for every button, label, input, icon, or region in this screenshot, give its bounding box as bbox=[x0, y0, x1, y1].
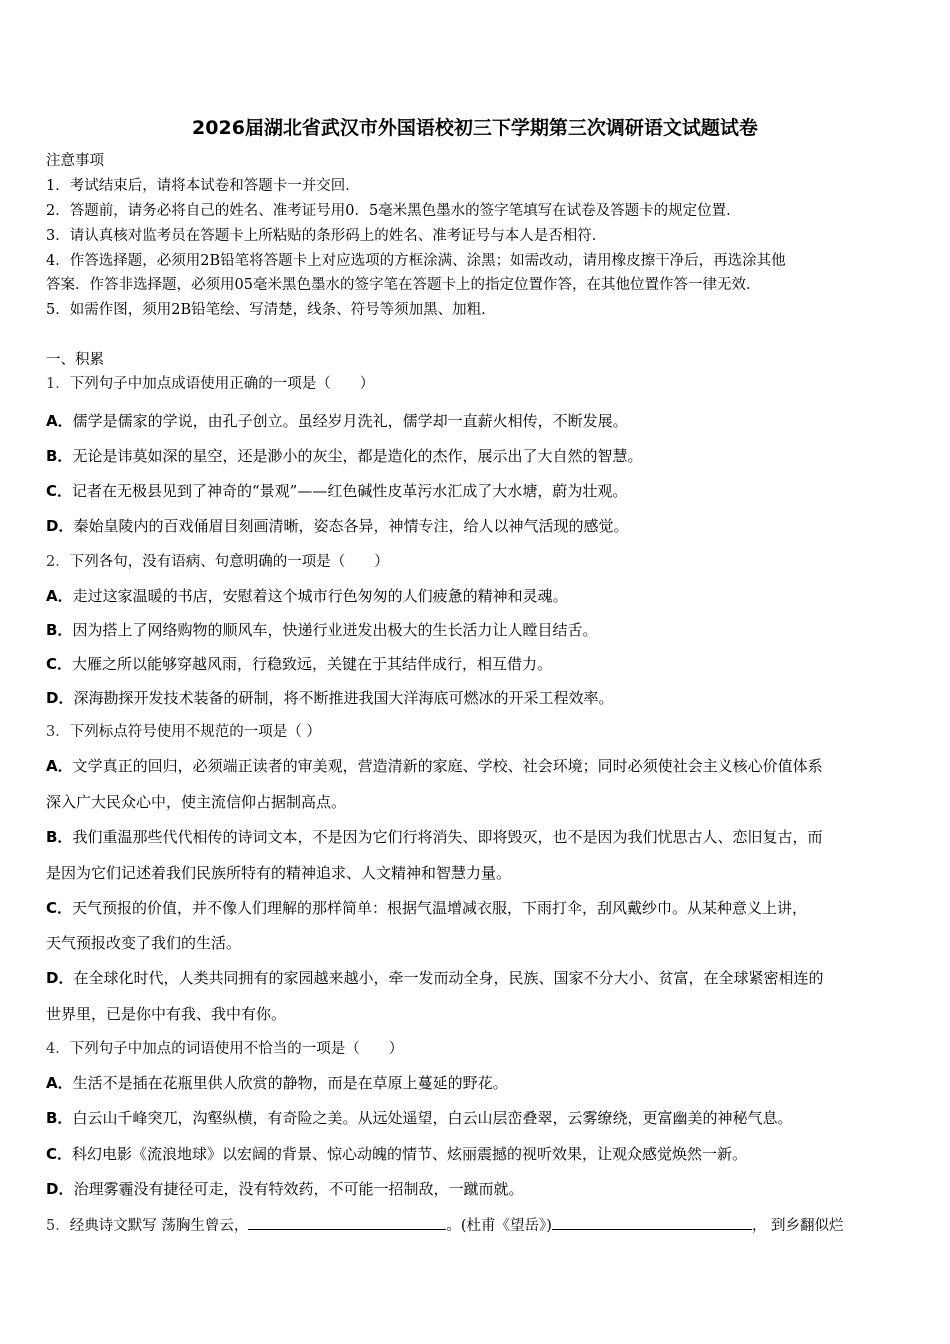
question-number: 2． bbox=[46, 554, 70, 570]
question-stem bbox=[46, 552, 389, 572]
option-row bbox=[46, 1144, 747, 1164]
answer-blank[interactable] bbox=[248, 1215, 446, 1230]
option-label: D． bbox=[46, 969, 74, 987]
option-text: 记者在无极县见到了神奇的“景观”——红色碱性皮革污水汇成了大水塘，蔚为壮观。 bbox=[72, 482, 628, 500]
option-row bbox=[46, 481, 627, 501]
option-row bbox=[46, 898, 807, 918]
question-text: 经典诗文默写 荡胸生曾云， bbox=[69, 1218, 249, 1234]
option-row bbox=[46, 1179, 523, 1199]
question-stem bbox=[46, 1039, 403, 1059]
option-text: 文学真正的回归，必须端正读者的审美观，营造清新的家庭、学校、社会环境；同时必须使社会主义核心价值体系 bbox=[72, 757, 823, 775]
option-text: 因为搭上了网络购物的顺风车，快递行业迸发出极大的生长活力让人瞠目结舌。 bbox=[72, 621, 598, 639]
option-continuation: 深入广大民众心中，使主流信仰占据制高点。 bbox=[46, 793, 347, 811]
option-label: C． bbox=[46, 899, 73, 917]
option-label: D． bbox=[46, 517, 74, 535]
option-text: 治理雾霾没有捷径可走，没有特效药，不可能一招制敌，一蹴而就。 bbox=[73, 1180, 524, 1198]
option-row bbox=[46, 827, 822, 847]
question-stem bbox=[46, 1215, 844, 1236]
notice-item: 5．如需作图，须用2B铅笔绘、写清楚，线条、符号等须加黑、加粗． bbox=[46, 302, 496, 318]
question-number: 3． bbox=[46, 724, 70, 740]
option-text: 儒学是儒家的学说，由孔子创立。虽经岁月洗礼，儒学却一直薪火相传，不断发展。 bbox=[72, 412, 628, 430]
question-text: 下列标点符号使用不规范的一项是（ ） bbox=[69, 724, 321, 740]
option-continuation: 天气预报改变了我们的生活。 bbox=[46, 934, 242, 952]
question-stem bbox=[46, 374, 374, 394]
option-label: B． bbox=[46, 828, 73, 846]
option-row bbox=[46, 1073, 508, 1093]
option-row bbox=[46, 411, 628, 431]
option-row bbox=[46, 1108, 792, 1128]
option-label: A． bbox=[46, 757, 73, 775]
notice-item: 2．答题前，请务必将自己的姓名、准考证号用0．5毫米黑色墨水的签字笔填写在试卷及答题卡的规定位置． bbox=[46, 203, 741, 219]
question-text: 。(杜甫《望岳》) bbox=[446, 1218, 552, 1234]
question-text: 下列句子中加点的词语使用不恰当的一项是（ ） bbox=[69, 1041, 404, 1057]
option-row bbox=[46, 516, 628, 536]
question-text: ， 到乡翻似烂 bbox=[751, 1218, 844, 1234]
option-text: 我们重温那些代代相传的诗词文本，不是因为它们行将消失、即将毁灭，也不是因为我们忧思古人、恋旧复古，而 bbox=[72, 828, 823, 846]
option-row bbox=[46, 620, 597, 640]
option-text: 深海勘探开发技术装备的研制，将不断推进我国大洋海底可燃冰的开采工程效率。 bbox=[73, 689, 614, 707]
option-text: 在全球化时代，人类共同拥有的家园越来越小，牵一发而动全身，民族、国家不分大小、贫富，在全球紧密相连的 bbox=[73, 969, 824, 987]
option-label: B． bbox=[46, 621, 73, 639]
option-label: B． bbox=[46, 1109, 73, 1127]
option-row bbox=[46, 654, 552, 674]
notice-item: 3．请认真核对监考员在答题卡上所粘贴的条形码上的姓名、准考证号与本人是否相符． bbox=[46, 228, 607, 244]
page-title: 2026届湖北省武汉市外国语校初三下学期第三次调研语文试题试卷 bbox=[192, 117, 758, 139]
question-text: 下列各句，没有语病、句意明确的一项是（ ） bbox=[69, 554, 389, 570]
option-text: 天气预报的价值，并不像人们理解的那样简单：根据气温增减衣服，下雨打伞，刮风戴纱巾。从某种意义上讲， bbox=[72, 899, 808, 917]
option-row bbox=[46, 586, 568, 606]
option-label: C． bbox=[46, 482, 73, 500]
notice-item: 1．考试结束后，请将本试卷和答题卡一并交回． bbox=[46, 178, 360, 194]
option-label: B． bbox=[46, 447, 73, 465]
notice-item: 4．作答选择题，必须用2B铅笔将答题卡上对应选项的方框涂满、涂黑；如需改动，请用橡皮擦干净后，再选涂其他 bbox=[46, 253, 786, 269]
question-number: 1． bbox=[46, 376, 70, 392]
section-heading: 一、积累 bbox=[46, 352, 104, 368]
option-row bbox=[46, 688, 613, 708]
option-continuation: 是因为它们记述着我们民族所特有的精神追求、人文精神和智慧力量。 bbox=[46, 864, 512, 882]
option-text: 无论是讳莫如深的星空，还是渺小的灰尘，都是造化的杰作，展示出了大自然的智慧。 bbox=[72, 447, 643, 465]
question-number: 5． bbox=[46, 1218, 70, 1234]
option-label: A． bbox=[46, 1074, 73, 1092]
option-label: C． bbox=[46, 655, 73, 673]
option-row bbox=[46, 446, 642, 466]
option-row bbox=[46, 756, 823, 776]
option-text: 秦始皇陵内的百戏俑眉目刻画清晰，姿态各异，神情专注，给人以神气活现的感觉。 bbox=[73, 517, 629, 535]
notice-heading: 注意事项 bbox=[46, 153, 104, 169]
option-continuation: 世界里，已是你中有我、我中有你。 bbox=[46, 1005, 287, 1023]
option-label: A． bbox=[46, 587, 73, 605]
option-text: 白云山千峰突兀，沟壑纵横，有奇险之美。从远处遥望，白云山层峦叠翠，云雾缭绕，更富幽美的神秘气息。 bbox=[72, 1109, 793, 1127]
question-stem bbox=[46, 722, 321, 742]
option-label: C． bbox=[46, 1145, 73, 1163]
option-label: A． bbox=[46, 412, 73, 430]
option-text: 科幻电影《流浪地球》以宏阔的背景、惊心动魄的情节、炫丽震撼的视听效果，让观众感觉焕然一新。 bbox=[72, 1145, 748, 1163]
option-text: 走过这家温暖的书店，安慰着这个城市行色匆匆的人们疲惫的精神和灵魂。 bbox=[72, 587, 568, 605]
option-label: D． bbox=[46, 1180, 74, 1198]
option-row bbox=[46, 968, 823, 988]
answer-blank[interactable] bbox=[552, 1215, 752, 1230]
option-text: 大雁之所以能够穿越风雨，行稳致远，关键在于其结伴成行，相互借力。 bbox=[72, 655, 553, 673]
notice-item: 答案．作答非选择题，必须用05毫米黑色墨水的签字笔在答题卡上的指定位置作答，在其他位置作答一律无效． bbox=[46, 277, 761, 293]
question-text: 下列句子中加点成语使用正确的一项是（ ） bbox=[69, 376, 375, 392]
option-text: 生活不是插在花瓶里供人欣赏的静物，而是在草原上蔓延的野花。 bbox=[72, 1074, 508, 1092]
option-label: D． bbox=[46, 689, 74, 707]
question-number: 4． bbox=[46, 1041, 70, 1057]
